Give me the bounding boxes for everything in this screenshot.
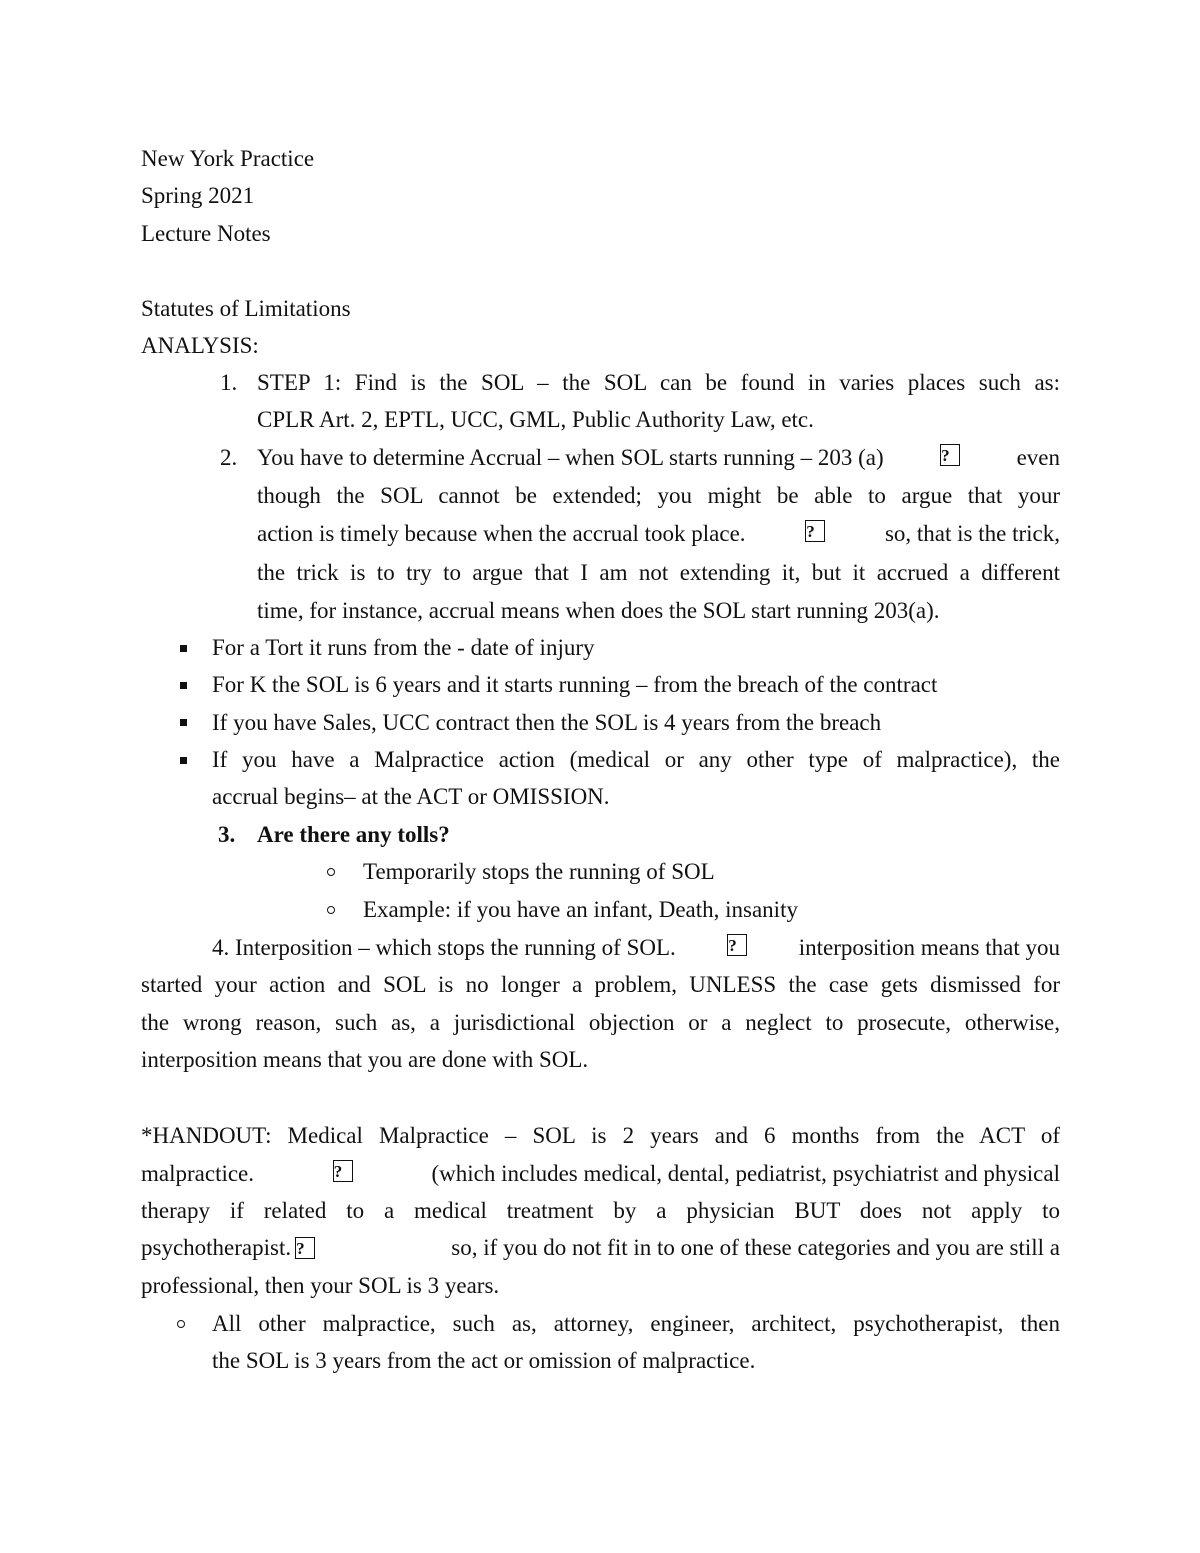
unknown-glyph-icon: ? (805, 520, 825, 542)
interposition-line-1-tail: interposition means that you (798, 935, 1060, 960)
toll-definition: Temporarily stops the running of SOL (363, 859, 715, 884)
handout-line-4-tail: so, if you do not fit in to one of these categories and you are still a (451, 1235, 1060, 1260)
other-malpractice-line-2: the SOL is 3 years from the act or omission of malpractice. (212, 1348, 756, 1373)
interposition-line-1-text: 4. Interposition – which stops the running of SOL. (212, 935, 676, 960)
handout-line-3: therapy if related to a medical treatment by a physician BUT does not apply to (141, 1198, 1060, 1223)
step-2-line-3-text: action is timely because when the accrual took place. (257, 521, 746, 546)
toll-examples: Example: if you have an infant, Death, insanity (363, 897, 798, 922)
step-2-line-3-tail: so, that is the trick, (884, 521, 1060, 546)
handout-line-2-tail: (which includes medical, dental, pediatrist, psychiatrist and physical (431, 1161, 1060, 1186)
interposition-line-1 (212, 934, 1060, 962)
step-3-number: 3. (218, 822, 236, 847)
square-bullet-icon (180, 719, 187, 726)
step-1-line-2: CPLR Art. 2, EPTL, UCC, GML, Public Authority Law, etc. (257, 407, 814, 432)
interposition-line-3: the wrong reason, such as, a jurisdictional objection or a neglect to prosecute, otherwise, (141, 1010, 1060, 1035)
step-2-line-5: time, for instance, accrual means when does the SOL start running 203(a). (257, 598, 940, 623)
step-2-line-3 (257, 520, 1060, 548)
notes-kind-label: Lecture Notes (141, 221, 271, 246)
unknown-glyph-icon: ? (295, 1237, 315, 1259)
square-bullet-icon (180, 757, 187, 764)
course-title: New York Practice (141, 146, 315, 171)
step-2-line-4: the trick is to try to argue that I am not extending it, but it accrued a different (257, 560, 1060, 585)
step-3-title: Are there any tolls? (257, 822, 450, 847)
handout-line-4 (141, 1234, 1060, 1262)
interposition-line-2: started your action and SOL is no longer a problem, UNLESS the case gets dismissed for (141, 972, 1060, 997)
term-label: Spring 2021 (141, 183, 255, 208)
analysis-label: ANALYSIS: (141, 333, 259, 358)
circle-bullet-icon (327, 868, 335, 876)
handout-line-1: *HANDOUT: Medical Malpractice – SOL is 2 years and 6 months from the ACT of (141, 1123, 1060, 1148)
step-2-number: 2. (220, 445, 238, 470)
bullet-sales: If you have Sales, UCC contract then the SOL is 4 years from the breach (212, 710, 882, 735)
square-bullet-icon (180, 682, 187, 689)
step-2-line-1 (257, 444, 1060, 472)
step-1-number: 1. (220, 370, 238, 395)
handout-line-4-head (141, 1234, 315, 1262)
step-1-line-1: STEP 1: Find is the SOL – the SOL can be found in varies places such as: (257, 370, 1060, 395)
handout-line-4-text: psychotherapist. (141, 1235, 292, 1260)
square-bullet-icon (180, 645, 187, 652)
bullet-contract: For K the SOL is 6 years and it starts running – from the breach of the contract (212, 672, 938, 697)
section-title: Statutes of Limitations (141, 296, 351, 321)
other-malpractice-line-1: All other malpractice, such as, attorney, engineer, architect, psychotherapist, then (212, 1311, 1060, 1336)
circle-bullet-icon (327, 906, 335, 914)
step-2-line-1-tail: even (1016, 445, 1060, 470)
step-2-line-2: though the SOL cannot be extended; you might be able to argue that your (257, 483, 1060, 508)
step-2-line-1-text: You have to determine Accrual – when SOL starts running – 203 (a) (257, 445, 884, 470)
handout-line-2 (141, 1160, 1060, 1188)
handout-line-5: professional, then your SOL is 3 years. (141, 1273, 500, 1298)
unknown-glyph-icon: ? (727, 934, 747, 956)
unknown-glyph-icon: ? (940, 444, 960, 466)
bullet-tort: For a Tort it runs from the - date of injury (212, 635, 595, 660)
handout-line-2-text: malpractice. (141, 1161, 255, 1186)
bullet-malpractice-line-2: accrual begins– at the ACT or OMISSION. (212, 784, 610, 809)
interposition-line-4: interposition means that you are done with SOL. (141, 1047, 589, 1072)
unknown-glyph-icon: ? (333, 1160, 353, 1182)
circle-bullet-icon (177, 1320, 185, 1328)
bullet-malpractice-line-1: If you have a Malpractice action (medical or any other type of malpractice), the (212, 747, 1060, 772)
